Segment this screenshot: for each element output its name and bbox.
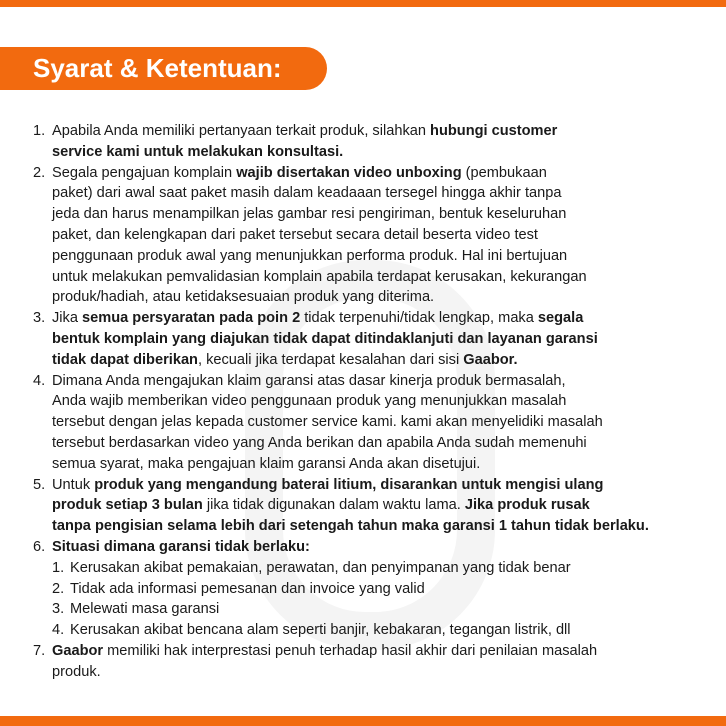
term-text [52,537,310,558]
bold-segment: segala [537,310,584,327]
term-text [52,454,480,475]
text-segment: Jika [52,310,83,327]
term-line [0,475,726,496]
term-line [0,183,726,204]
term-text [52,183,561,204]
text-segment: , kecuali jika terdapat kesalahan dari sisi [197,351,464,368]
bold-segment: bentuk komplain yang diajukan tidak dapat ditindaklanjuti dan layanan garansi [52,330,598,347]
text-segment: tidak terpenuhi/tidak lengkap, maka [300,310,538,327]
sub-term-line [0,579,726,600]
text-segment: Anda wajib memberikan video penggunaan produk yang menunjukkan masalah [52,393,567,410]
sub-term-line [0,599,726,620]
term-text [52,412,603,433]
term-text [52,163,547,184]
term-line [0,246,726,267]
sub-term-text: Kerusakan akibat bencana alam seperti banjir, kebakaran, tegangan listrik, dll [70,622,571,639]
term-line [0,329,726,350]
bold-segment: Gaabor. [463,351,518,368]
text-segment: paket, dan kelengkapan dari paket tersebut secara detail beserta video test [52,226,538,243]
sub-term-line [0,620,726,641]
term-line [0,495,726,516]
term-line [0,371,726,392]
top-accent-bar [0,0,726,7]
term-line [0,662,726,683]
term-number: 5. [33,476,46,493]
term-line [0,121,726,142]
term-text [52,662,101,683]
text-segment: jika tidak digunakan dalam waktu lama. [202,497,465,514]
term-text [52,267,587,288]
bottom-accent-bar [0,716,726,726]
bold-segment: wajib disertakan video unboxing [236,164,462,181]
term-line [0,433,726,454]
term-text [52,641,597,662]
term-line [0,516,726,537]
text-segment: produk. [52,663,101,680]
sub-term-number: 4. [52,622,65,639]
term-number: 2. [33,164,46,181]
text-segment: paket) dari awal saat paket masih dalam keadaaan tersegel hingga akhir tanpa [52,185,562,202]
text-segment: tersebut berdasarkan video yang Anda berikan dan apabila Anda sudah memenuhi [52,434,587,451]
terms-list [0,121,726,683]
bold-segment: produk setiap 3 bulan [52,497,203,514]
term-text [52,391,566,412]
term-number: 3. [33,310,46,327]
bold-segment: service kami untuk melakukan konsultasi. [52,143,344,160]
term-text [52,475,603,496]
sub-term-number: 3. [52,601,65,618]
text-segment: tersebut dengan jelas kepada customer service kami. kami akan menyelidiki masalah [52,414,603,431]
text-segment: memiliki hak interprestasi penuh terhadap hasil akhir dari penilaian masalah [103,642,598,659]
bold-segment: Jika produk rusak [464,497,590,514]
text-segment: (pembukaan [461,164,547,181]
bold-segment: hubungi customer [430,123,558,139]
term-text [52,350,518,371]
term-line [0,391,726,412]
text-segment: penggunaan produk awal yang menunjukkan performa produk. Hal ini bertujuan [52,247,568,264]
sub-term-text: Melewati masa garansi [70,601,220,618]
term-line [0,163,726,184]
sub-term-text: Tidak ada informasi pemesanan dan invoice yang valid [70,580,425,597]
text-segment: Dimana Anda mengajukan klaim garansi atas dasar kinerja produk bermasalah, [52,372,566,389]
term-text [52,142,343,163]
text-segment: semua syarat, maka pengajuan klaim garansi Anda akan disetujui. [52,455,481,472]
term-text [52,287,434,308]
page-title: Syarat & Ketentuan: [0,47,327,90]
sub-term-line [0,558,726,579]
bold-segment: semua persyaratan pada poin 2 [82,310,301,327]
term-text [52,121,557,142]
bold-segment: tanpa pengisian selama lebih dari setengah tahun maka garansi 1 tahun tidak berlaku. [52,518,649,535]
term-line [0,350,726,371]
term-text [52,371,566,392]
term-text [52,495,590,516]
term-line [0,537,726,558]
bold-segment: produk yang mengandung baterai litium, disarankan untuk mengisi ulang [94,476,604,493]
term-number: 1. [33,123,46,139]
term-text [52,246,567,267]
bold-segment: Situasi dimana garansi tidak berlaku: [52,538,310,555]
term-line [0,204,726,225]
term-line [0,308,726,329]
text-segment: Apabila Anda memiliki pertanyaan terkait produk, silahkan [52,123,431,139]
term-number: 6. [33,538,46,555]
term-line [0,641,726,662]
text-segment: untuk melakukan pemvalidasian komplain apabila terdapat kerusakan, kekurangan [52,268,587,285]
text-segment: jeda dan harus menampilkan jelas gambar resi pengiriman, bentuk keseluruhan [52,206,567,223]
sub-term-number: 1. [52,559,65,576]
term-line [0,287,726,308]
term-line [0,412,726,433]
term-text [52,516,649,537]
term-text [52,308,583,329]
bold-segment: tidak dapat diberikan [52,351,198,368]
sub-term-text: Kerusakan akibat pemakaian, perawatan, dan penyimpanan yang tidak benar [70,559,571,576]
bold-segment: Gaabor [52,642,104,659]
term-text [52,433,587,454]
term-line [0,142,726,163]
term-line [0,454,726,475]
term-number: 4. [33,372,46,389]
text-segment: Untuk [52,476,95,493]
term-number: 7. [33,642,46,659]
term-text [52,204,566,225]
term-text [52,329,598,350]
term-line [0,225,726,246]
sub-term-number: 2. [52,580,65,597]
text-segment: produk/hadiah, atau ketidaksesuaian produk yang diterima. [52,289,435,306]
term-line [0,267,726,288]
text-segment: Segala pengajuan komplain [52,164,237,181]
term-text [52,225,538,246]
